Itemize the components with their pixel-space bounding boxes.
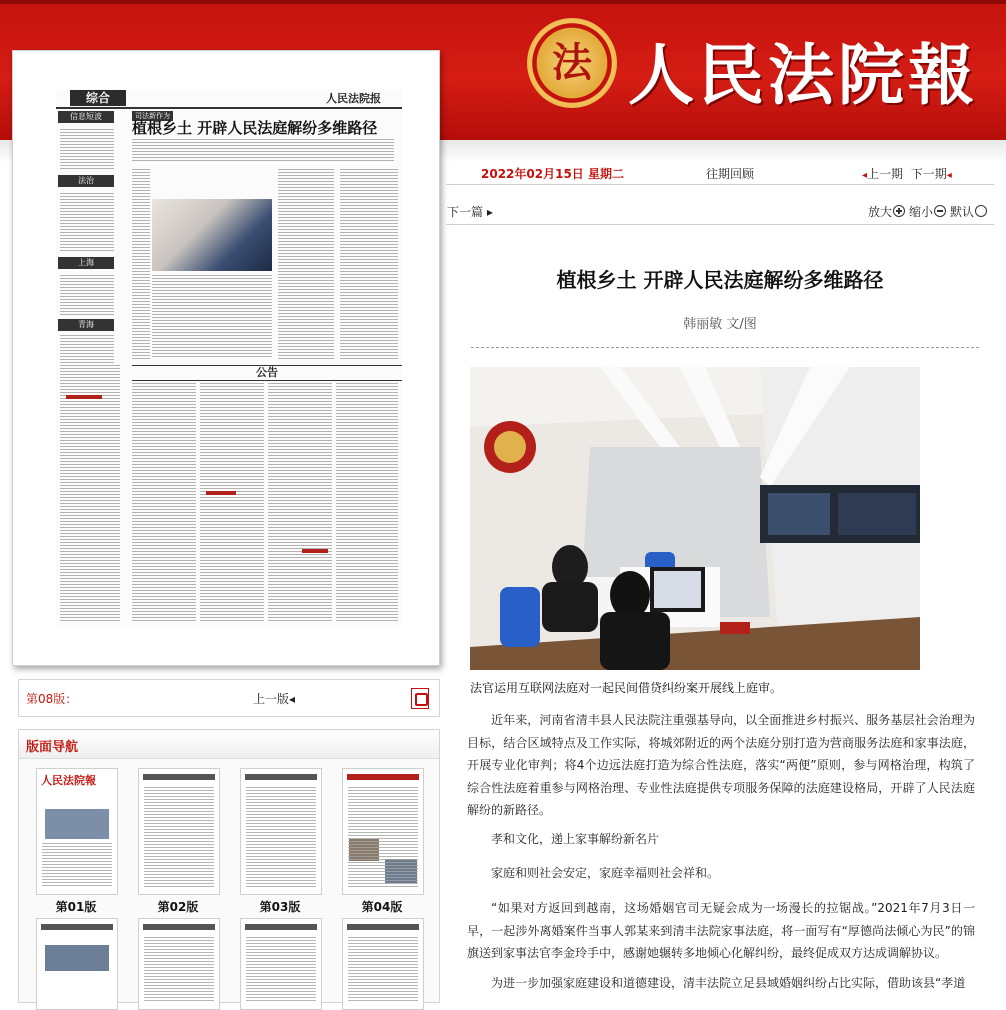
pdf-download-icon[interactable] xyxy=(411,688,429,709)
page-text-block xyxy=(340,169,398,359)
page-left-column[interactable] xyxy=(56,111,116,361)
newspaper-masthead[interactable]: 人民法院報 xyxy=(628,36,978,114)
page-tag: 信息短波 xyxy=(58,111,114,123)
courtroom-photo-drawing xyxy=(470,367,920,670)
page-thumbnail-07[interactable] xyxy=(240,918,322,1010)
next-issue-link[interactable]: 下一期 xyxy=(910,167,947,181)
article-paragraph: “如果对方返回到越南，这场婚姻官司无疑会成为一场漫长的拉锯战。”2021年7月3日一早，一起涉外离婚案件当事人郭某来到清丰法院家事法庭，将一面写有“厚德尚法倾心为民”的锦旗送到家事法官李金玲手中，感谢她辗转多地倾心化解纠纷，最终促成双方达成调解协议。 xyxy=(467,901,975,960)
notice-marker xyxy=(66,395,102,399)
article-paragraph: 为进一步加强家庭建设和道德建设，清丰法院立足县域婚姻纠纷占比实际，借助该县“孝道 xyxy=(491,976,966,990)
dashed-divider xyxy=(471,347,979,348)
plus-circle-icon xyxy=(893,205,905,217)
page-text-block xyxy=(152,275,272,359)
notice-marker xyxy=(206,491,236,495)
circle-icon xyxy=(975,205,987,217)
page-headline[interactable]: 植根乡土 开辟人民法庭解纷多维路径 xyxy=(132,119,378,137)
page-navigation-panel xyxy=(18,729,440,1003)
thumbnail-heading-bar xyxy=(347,774,419,780)
thumbnail-text xyxy=(348,937,418,1003)
thumbnail-text xyxy=(348,787,418,888)
page-text-block xyxy=(60,275,114,315)
prev-issue-arrow-icon: ◂ xyxy=(862,170,868,181)
thumbnail-heading-bar xyxy=(143,774,215,780)
page-tag: 上海 xyxy=(58,257,114,269)
page-thumbnail-04[interactable] xyxy=(342,768,424,895)
prev-issue-link[interactable]: 上一期 xyxy=(867,167,904,181)
thumbnail-heading-bar xyxy=(41,924,113,930)
page-text-block xyxy=(60,365,120,621)
page-logo: 人民法院报 xyxy=(326,92,381,105)
page-tag: 青海 xyxy=(58,319,114,331)
page-thumbnail-05[interactable] xyxy=(36,918,118,1010)
newspaper-page-preview[interactable] xyxy=(12,50,440,666)
thumbnail-text xyxy=(246,787,316,888)
zoom-controls xyxy=(868,203,991,220)
header-top-stripe xyxy=(0,0,1006,4)
page-section-label: 综合 xyxy=(70,90,126,106)
divider xyxy=(446,224,994,225)
notice-column xyxy=(132,383,196,621)
zoom-out-button[interactable] xyxy=(909,205,950,219)
current-version-label: 第08版： xyxy=(26,692,78,706)
version-bar xyxy=(18,679,440,717)
notice-column xyxy=(336,383,398,621)
page-thumbnail-01[interactable] xyxy=(36,768,118,895)
zoom-in-label: 放大 xyxy=(868,205,893,219)
zoom-in-button[interactable] xyxy=(868,205,909,219)
minus-circle-icon xyxy=(934,205,946,217)
divider xyxy=(446,184,994,185)
photo-caption: 法官运用互联网法庭对一起民间借贷纠纷案开展线上庭审。 xyxy=(470,681,783,695)
thumbnail-masthead: 人民法院報 xyxy=(41,774,96,787)
article-byline: 韩丽敏 文/图 xyxy=(683,317,757,332)
page-navigation-header xyxy=(19,730,439,759)
page-tag: 法治 xyxy=(58,175,114,187)
page-thumbnail-03[interactable] xyxy=(240,768,322,895)
article-title: 植根乡土 开辟人民法庭解纷多维路径 xyxy=(556,268,884,292)
thumbnail-text xyxy=(144,787,214,888)
default-size-label: 默认 xyxy=(950,205,975,219)
thumbnail-heading-bar xyxy=(245,924,317,930)
emblem-glyph: 法 xyxy=(552,39,592,86)
article-photo xyxy=(470,367,920,670)
page-text-block xyxy=(278,169,334,359)
thumbnail-heading-bar xyxy=(143,924,215,930)
newspaper-page-image[interactable] xyxy=(56,89,402,625)
next-issue-arrow-icon: ◂ xyxy=(946,170,952,181)
thumbnail-photo xyxy=(45,809,109,839)
article-paragraph: 近年来，河南省清丰县人民法院注重强基导向，以全面推进乡村振兴、服务基层社会治理为目标，结合区域特点及工作实际，将城郊附近的两个法庭分别打造为营商服务法庭和家事法庭，开展专业化审判；将4个边远法庭打造为综合性法庭，落实“两便”原则，参与网格治理，构筑了综合性法庭着重参与网格治理、专业性法庭提供专项服务保障的法庭建设格局，开辟了人民法庭解纷的新路径。 xyxy=(467,713,975,817)
issue-navigation xyxy=(862,165,952,182)
page-label-04[interactable]: 第04版 xyxy=(361,900,403,914)
article-paragraph: 孝和文化，递上家事解纷新名片 xyxy=(491,832,660,846)
thumbnail-heading-bar xyxy=(245,774,317,780)
page-thumbnail-02[interactable] xyxy=(138,768,220,895)
next-article-link[interactable]: 下一篇 ▸ xyxy=(447,205,493,219)
page-navigation-title: 版面导航 xyxy=(26,740,79,755)
page-text-block xyxy=(132,169,150,359)
notice-marker xyxy=(302,549,328,553)
default-size-button[interactable] xyxy=(950,205,991,219)
article-paragraph: 家庭和则社会安定，家庭幸福则社会祥和。 xyxy=(491,866,720,880)
thumbnail-photo xyxy=(45,945,109,971)
thumbnail-text xyxy=(144,937,214,1003)
page-text-block xyxy=(60,129,114,169)
page-thumbnail-06[interactable] xyxy=(138,918,220,1010)
page-text-block xyxy=(60,335,114,365)
thumbnail-text xyxy=(42,843,112,888)
notice-column xyxy=(200,383,264,621)
page-notice-heading: 公告 xyxy=(132,365,402,381)
page-thumbnail-08[interactable] xyxy=(342,918,424,1010)
page-text-block xyxy=(60,193,114,253)
page-label-01[interactable]: 第01版 xyxy=(55,900,97,914)
thumbnail-heading-bar xyxy=(347,924,419,930)
page-label-02[interactable]: 第02版 xyxy=(157,900,199,914)
page-photo[interactable] xyxy=(152,199,272,271)
past-issues-link[interactable]: 往期回顾 xyxy=(706,167,755,181)
page-label-03[interactable]: 第03版 xyxy=(259,900,301,914)
zoom-out-label: 缩小 xyxy=(909,205,934,219)
prev-version-link[interactable]: 上一版◂ xyxy=(253,692,296,706)
thumbnail-text xyxy=(246,937,316,1003)
notice-column xyxy=(268,383,332,621)
court-emblem-icon xyxy=(527,18,617,108)
page-header-bar xyxy=(56,89,402,109)
issue-date: 2022年02月15日 星期二 xyxy=(481,167,624,181)
page-kicker: 司法新作为 xyxy=(132,111,173,121)
page-lead-text xyxy=(132,139,394,161)
